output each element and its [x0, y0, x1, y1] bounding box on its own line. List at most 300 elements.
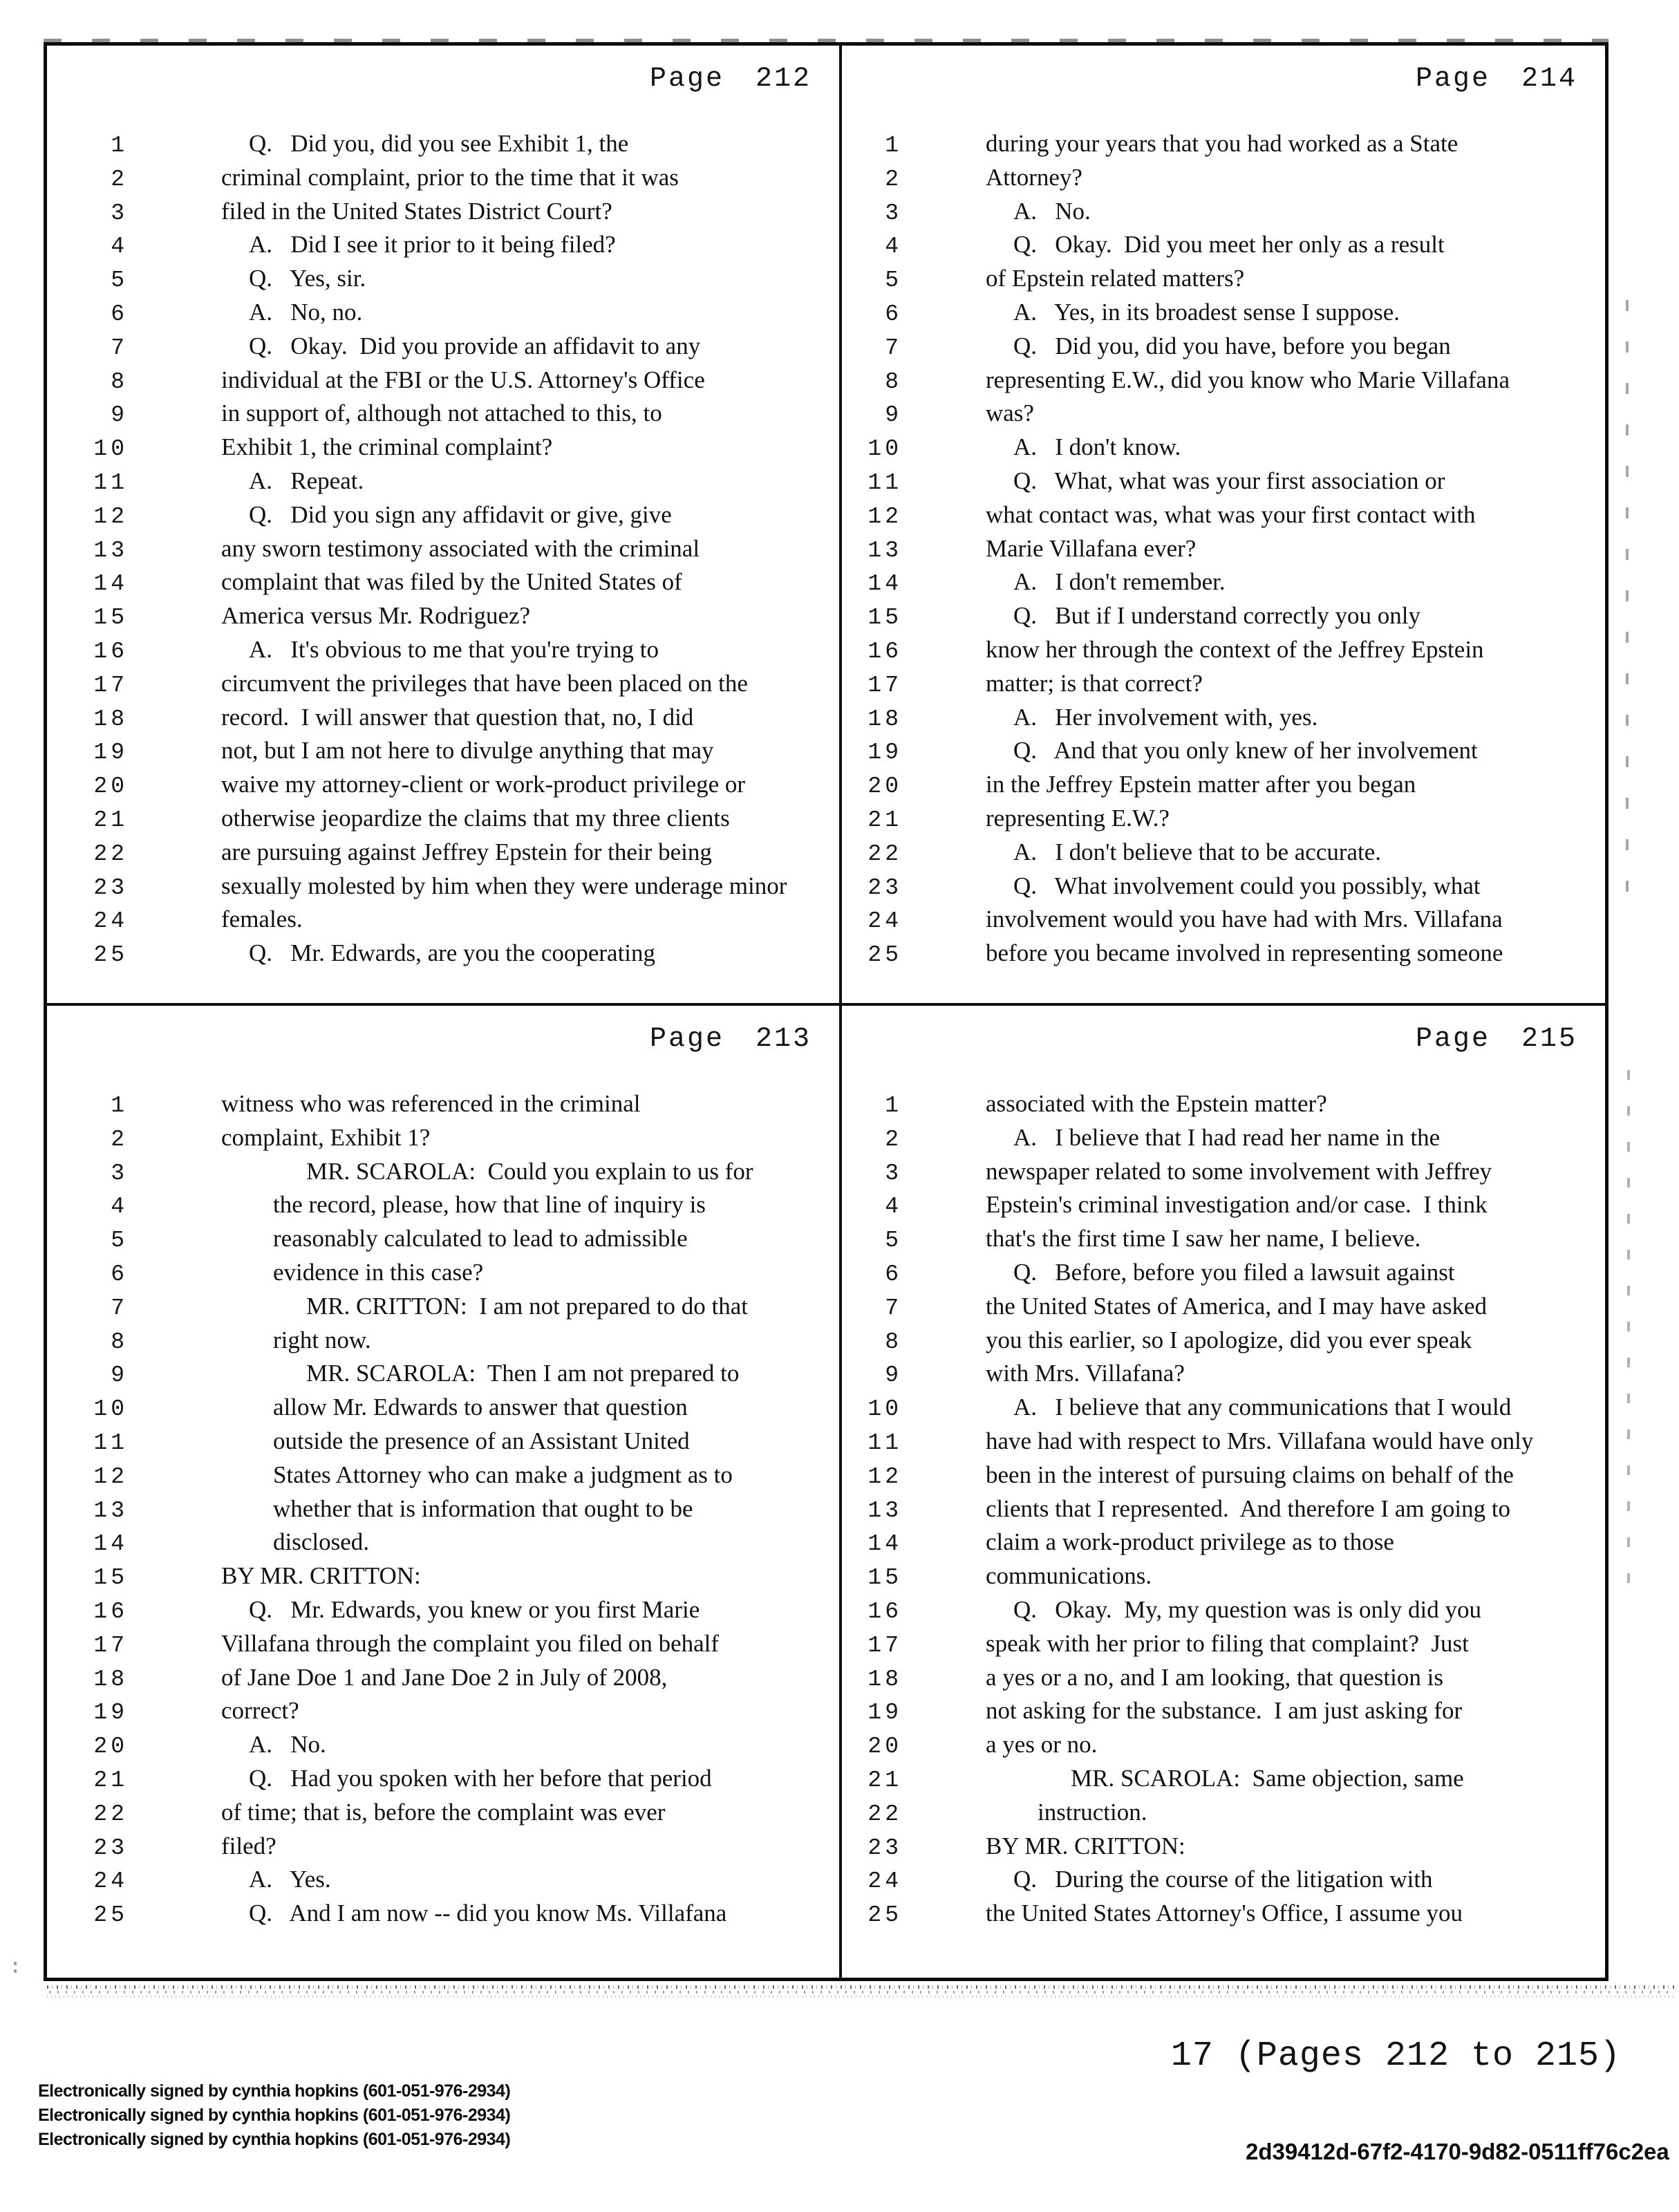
line-text: matter; is that correct?	[986, 669, 1203, 697]
line-number: 16	[867, 1598, 902, 1624]
transcript-line	[842, 532, 1605, 566]
line-number: 23	[867, 874, 902, 901]
line-number: 23	[867, 1835, 902, 1861]
line-text: speak with her prior to filing that complaint? Just	[986, 1629, 1469, 1657]
line-number: 16	[867, 638, 902, 664]
line-text: any sworn testimony associated with the criminal	[221, 534, 700, 562]
transcript-line	[47, 903, 839, 937]
line-text: in support of, although not attached to this, to	[221, 400, 662, 427]
transcript-line	[47, 802, 839, 836]
line-text: whether that is information that ought to be	[273, 1494, 693, 1522]
transcript-line	[842, 228, 1605, 262]
transcript-line	[842, 1188, 1605, 1222]
line-number: 18	[93, 706, 128, 732]
transcript-line	[842, 1459, 1605, 1492]
transcript-line	[47, 1559, 839, 1593]
line-text: Q. What involvement could you possibly, what	[1013, 872, 1481, 899]
line-text: A. Yes, in its broadest sense I suppose.	[1013, 298, 1400, 326]
line-text: correct?	[221, 1697, 299, 1725]
transcript-frame	[44, 42, 1608, 1981]
transcript-line	[842, 1728, 1605, 1762]
transcript-line	[842, 1762, 1605, 1796]
transcript-line	[842, 1087, 1605, 1121]
line-number: 18	[867, 1666, 902, 1692]
line-number: 22	[93, 1801, 128, 1827]
line-text: was?	[986, 400, 1034, 427]
line-number: 4	[111, 234, 128, 260]
line-text: A. No, no.	[249, 298, 363, 326]
line-text: circumvent the privileges that have been placed on the	[221, 669, 748, 697]
line-number: 24	[93, 1868, 128, 1895]
line-number: 22	[867, 841, 902, 867]
transcript-line	[47, 330, 839, 364]
transcript-lines	[842, 127, 1605, 971]
line-number: 8	[111, 1329, 128, 1355]
line-text: have had with respect to Mrs. Villafana would have only	[986, 1427, 1534, 1454]
transcript-line	[842, 161, 1605, 195]
line-text: Q. Mr. Edwards, are you the cooperating	[249, 939, 656, 967]
line-number: 14	[867, 571, 902, 597]
line-text: filed in the United States District Court?	[221, 197, 612, 225]
transcript-line	[842, 1121, 1605, 1155]
transcript-line	[47, 532, 839, 566]
line-text: representing E.W., did you know who Marie Villafana	[986, 366, 1510, 393]
transcript-line	[47, 1593, 839, 1627]
line-text: the United States of America, and I may have asked	[986, 1292, 1488, 1320]
line-text: Q. And I am now -- did you know Ms. Villafana	[249, 1900, 727, 1927]
line-text: Epstein's criminal investigation and/or case. I think	[986, 1191, 1488, 1219]
transcript-line	[47, 565, 839, 599]
line-number: 2	[111, 166, 128, 192]
transcript-line	[842, 397, 1605, 431]
line-text: evidence in this case?	[273, 1258, 484, 1286]
line-number: 15	[93, 605, 128, 631]
transcript-line	[47, 1290, 839, 1324]
line-number: 22	[93, 841, 128, 867]
line-text: criminal complaint, prior to the time that it was	[221, 163, 679, 191]
transcript-line	[842, 903, 1605, 937]
transcript-line	[842, 127, 1605, 161]
transcript-line	[47, 667, 839, 701]
line-text: with Mrs. Villafana?	[986, 1360, 1185, 1387]
transcript-line	[47, 296, 839, 330]
line-number: 15	[867, 605, 902, 631]
line-text: instruction.	[1038, 1798, 1147, 1826]
line-number: 20	[93, 1734, 128, 1760]
transcript-line	[842, 1627, 1605, 1661]
transcript-line	[842, 330, 1605, 364]
line-number: 6	[111, 1261, 128, 1287]
line-number: 5	[885, 268, 902, 294]
transcript-line	[47, 937, 839, 971]
line-text: a yes or no.	[986, 1731, 1098, 1759]
line-number: 4	[885, 1194, 902, 1220]
line-text: of Epstein related matters?	[986, 265, 1245, 292]
transcript-line	[842, 465, 1605, 498]
line-text: Q. Mr. Edwards, you knew or you first Marie	[249, 1595, 700, 1623]
line-number: 5	[111, 1228, 128, 1254]
line-text: newspaper related to some involvement with Jeffrey	[986, 1157, 1492, 1185]
line-text: the United States Attorney's Office, I assume you	[986, 1900, 1463, 1927]
transcript-line	[842, 1593, 1605, 1627]
line-number: 16	[93, 638, 128, 664]
transcript-lines	[47, 127, 839, 971]
line-number: 17	[867, 672, 902, 698]
line-text: not asking for the substance. I am just asking for	[986, 1697, 1463, 1725]
transcript-line	[47, 633, 839, 667]
transcript-line	[47, 127, 839, 161]
transcript-line	[47, 1728, 839, 1762]
transcript-line	[47, 1627, 839, 1661]
transcript-line	[47, 1661, 839, 1695]
line-text: complaint that was filed by the United States of	[221, 568, 682, 596]
transcript-line	[47, 1256, 839, 1290]
line-number: 11	[93, 1430, 128, 1456]
transcript-line	[47, 262, 839, 296]
transcript-line	[842, 1661, 1605, 1695]
line-number: 4	[885, 234, 902, 260]
line-number: 8	[885, 1329, 902, 1355]
line-text: A. Did I see it prior to it being filed?	[249, 231, 616, 259]
transcript-line	[842, 296, 1605, 330]
transcript-line	[842, 802, 1605, 836]
line-number: 9	[111, 1362, 128, 1389]
transcript-line	[47, 1459, 839, 1492]
line-number: 2	[885, 1126, 902, 1152]
line-text: been in the interest of pursuing claims on behalf of the	[986, 1461, 1514, 1488]
line-number: 5	[885, 1228, 902, 1254]
line-text: A. No.	[1013, 197, 1091, 225]
line-number: 7	[885, 1295, 902, 1321]
line-text: Q. Did you sign any affidavit or give, give	[249, 500, 672, 528]
line-text: during your years that you had worked as a State	[986, 130, 1458, 157]
line-text: Q. Did you, did you have, before you began	[1013, 332, 1451, 359]
transcript-line	[842, 565, 1605, 599]
line-number: 14	[93, 571, 128, 597]
line-text: outside the presence of an Assistant United	[273, 1427, 690, 1454]
line-text: Q. Okay. Did you provide an affidavit to any	[249, 332, 701, 359]
transcript-lines	[842, 1087, 1605, 1931]
signature-block	[38, 2079, 510, 2152]
line-number: 11	[867, 469, 902, 496]
line-text: individual at the FBI or the U.S. Attorney's Office	[221, 366, 705, 393]
line-text: of Jane Doe 1 and Jane Doe 2 in July of 2008,	[221, 1663, 668, 1691]
transcript-line	[842, 1155, 1605, 1189]
line-number: 3	[885, 1160, 902, 1186]
line-text: A. I don't believe that to be accurate.	[1013, 838, 1382, 865]
transcript-line	[47, 1425, 839, 1459]
line-number: 10	[93, 436, 128, 462]
transcript-line	[47, 397, 839, 431]
line-text: A. I don't know.	[1013, 433, 1181, 461]
line-text: communications.	[986, 1562, 1152, 1590]
line-text: disclosed.	[273, 1528, 370, 1556]
line-text: Q. And that you only knew of her involvement	[1013, 737, 1478, 765]
transcript-line	[47, 701, 839, 735]
line-text: clients that I represented. And therefore I am going to	[986, 1494, 1511, 1522]
line-text: Villafana through the complaint you filed on behalf	[221, 1629, 720, 1657]
line-number: 9	[111, 402, 128, 429]
quadrant-page-215	[842, 1006, 1605, 1978]
transcript-line	[47, 195, 839, 229]
transcript-line	[842, 262, 1605, 296]
line-number: 25	[867, 942, 902, 968]
transcript-line	[842, 701, 1605, 735]
transcript-line	[842, 1796, 1605, 1830]
line-number: 7	[885, 335, 902, 361]
line-text: otherwise jeopardize the claims that my three clients	[221, 804, 730, 832]
line-text: Q. Okay. My, my question was is only did you	[1013, 1595, 1481, 1623]
line-number: 3	[111, 200, 128, 226]
line-number: 9	[885, 1362, 902, 1389]
line-number: 2	[885, 166, 902, 192]
line-text: A. I believe that any communications that I would	[1013, 1394, 1512, 1421]
scan-noise-band	[47, 1985, 1675, 1999]
line-number: 20	[867, 774, 902, 800]
transcript-line	[47, 1222, 839, 1256]
transcript-line	[842, 1425, 1605, 1459]
transcript-line	[842, 1526, 1605, 1559]
line-text: States Attorney who can make a judgment as to	[273, 1461, 733, 1488]
line-text: claim a work-product privilege as to those	[986, 1528, 1394, 1556]
transcript-line	[47, 431, 839, 465]
transcript-line	[842, 1863, 1605, 1897]
line-number: 19	[93, 740, 128, 766]
signature-line: Electronically signed by cynthia hopkins (601-051-976-2934)	[38, 2106, 511, 2125]
line-number: 15	[867, 1565, 902, 1591]
line-number: 18	[93, 1666, 128, 1692]
line-number: 17	[93, 1632, 128, 1658]
line-number: 21	[93, 807, 128, 833]
line-number: 1	[885, 1093, 902, 1118]
transcript-line	[47, 1526, 839, 1559]
transcript-line	[47, 161, 839, 195]
scan-speck	[14, 1962, 17, 1973]
line-text: you this earlier, so I apologize, did you ever speak	[986, 1326, 1472, 1353]
transcript-line	[842, 768, 1605, 802]
transcript-line	[842, 836, 1605, 870]
line-number: 17	[867, 1632, 902, 1658]
line-number: 24	[867, 908, 902, 935]
transcript-line	[47, 1694, 839, 1728]
transcript-line	[47, 836, 839, 870]
transcript-line	[842, 1256, 1605, 1290]
line-number: 1	[111, 133, 128, 158]
line-text: reasonably calculated to lead to admissible	[273, 1225, 688, 1253]
line-number: 9	[885, 402, 902, 429]
transcript-line	[47, 768, 839, 802]
transcript-line	[47, 734, 839, 768]
transcript-line	[47, 1830, 839, 1864]
line-number: 14	[93, 1531, 128, 1557]
transcript-line	[842, 498, 1605, 532]
transcript-line	[842, 667, 1605, 701]
footer-page-summary: 17 (Pages 212 to 215)	[1170, 2036, 1621, 2076]
line-text: not, but I am not here to divulge anything that may	[221, 737, 714, 765]
line-number: 19	[867, 740, 902, 766]
transcript-line	[47, 364, 839, 397]
line-number: 7	[111, 335, 128, 361]
line-number: 3	[111, 1160, 128, 1186]
line-number: 20	[867, 1734, 902, 1760]
line-number: 8	[111, 368, 128, 395]
transcript-line	[47, 1155, 839, 1189]
line-text: before you became involved in representing someone	[986, 939, 1503, 967]
line-text: females.	[221, 906, 303, 933]
transcript-line	[842, 195, 1605, 229]
line-text: A. Repeat.	[249, 467, 364, 494]
transcript-line	[842, 364, 1605, 397]
document-id: 2d39412d-67f2-4170-9d82-0511ff76c2ea	[1246, 2139, 1669, 2164]
quadrant-page-214	[842, 46, 1605, 1006]
line-number: 1	[111, 1093, 128, 1118]
signature-line: Electronically signed by cynthia hopkins (601-051-976-2934)	[38, 2081, 511, 2101]
line-number: 18	[867, 706, 902, 732]
line-text: BY MR. CRITTON:	[986, 1832, 1185, 1859]
transcript-line	[47, 1796, 839, 1830]
line-text: sexually molested by him when they were underage minor	[221, 872, 787, 899]
transcript-line	[47, 1492, 839, 1526]
line-number: 8	[885, 368, 902, 395]
transcript-lines	[47, 1087, 839, 1931]
line-text: Q. Did you, did you see Exhibit 1, the	[249, 130, 629, 157]
line-text: that's the first time I saw her name, I believe.	[986, 1225, 1421, 1253]
line-number: 20	[93, 774, 128, 800]
line-number: 11	[93, 469, 128, 496]
line-number: 21	[867, 807, 902, 833]
transcript-line	[842, 1897, 1605, 1931]
transcript-line	[47, 228, 839, 262]
line-text: filed?	[221, 1832, 276, 1859]
transcript-line	[47, 1391, 839, 1425]
transcript-line	[842, 1391, 1605, 1425]
transcript-line	[842, 1222, 1605, 1256]
line-number: 12	[867, 503, 902, 529]
line-text: associated with the Epstein matter?	[986, 1090, 1327, 1117]
line-number: 19	[867, 1700, 902, 1726]
transcript-line	[842, 431, 1605, 465]
line-text: Q. Had you spoken with her before that period	[249, 1764, 712, 1792]
transcript-line	[842, 1290, 1605, 1324]
line-text: allow Mr. Edwards to answer that question	[273, 1394, 688, 1421]
line-text: Marie Villafana ever?	[986, 534, 1197, 562]
line-text: America versus Mr. Rodriguez?	[221, 602, 531, 630]
quadrant-page-213	[47, 1006, 842, 1978]
line-text: right now.	[273, 1326, 371, 1353]
line-text: Q. Okay. Did you meet her only as a result	[1013, 231, 1445, 259]
transcript-line	[47, 870, 839, 903]
transcript-line	[47, 1121, 839, 1155]
transcript-line	[47, 1357, 839, 1391]
line-number: 24	[93, 908, 128, 935]
line-number: 17	[93, 672, 128, 698]
line-number: 22	[867, 1801, 902, 1827]
line-text: Q. Yes, sir.	[249, 265, 366, 292]
line-number: 13	[867, 1497, 902, 1524]
transcript-line	[47, 1897, 839, 1931]
line-number: 11	[867, 1430, 902, 1456]
line-text: complaint, Exhibit 1?	[221, 1123, 431, 1151]
transcript-line	[842, 633, 1605, 667]
line-text: MR. SCAROLA: Could you explain to us for	[306, 1157, 753, 1185]
line-number: 2	[111, 1126, 128, 1152]
line-text: the record, please, how that line of inquiry is	[273, 1191, 706, 1219]
line-number: 25	[93, 1902, 128, 1929]
transcript-line	[842, 1357, 1605, 1391]
line-number: 15	[93, 1565, 128, 1591]
line-text: A. No.	[249, 1731, 326, 1759]
line-number: 6	[885, 301, 902, 327]
line-number: 23	[93, 1835, 128, 1861]
line-number: 25	[93, 942, 128, 968]
page-header: Page 215	[1415, 1024, 1577, 1055]
line-text: A. Yes.	[249, 1866, 331, 1893]
line-text: representing E.W.?	[986, 804, 1170, 832]
line-number: 19	[93, 1700, 128, 1726]
transcript-line	[842, 599, 1605, 633]
transcript-line	[47, 1863, 839, 1897]
transcript-line	[842, 1694, 1605, 1728]
line-text: Attorney?	[986, 163, 1082, 191]
transcript-line	[842, 734, 1605, 768]
line-number: 13	[93, 1497, 128, 1524]
line-number: 10	[867, 436, 902, 462]
line-number: 5	[111, 268, 128, 294]
line-text: A. Her involvement with, yes.	[1013, 703, 1318, 731]
transcript-line	[842, 1830, 1605, 1864]
transcript-line	[47, 1324, 839, 1358]
line-text: A. I believe that I had read her name in the	[1013, 1123, 1441, 1151]
line-text: record. I will answer that question that, no, I did	[221, 703, 694, 731]
line-number: 10	[867, 1396, 902, 1423]
line-text: know her through the context of the Jeffrey Epstein	[986, 635, 1484, 663]
line-number: 24	[867, 1868, 902, 1895]
line-number: 23	[93, 874, 128, 901]
page-header: Page 212	[649, 64, 812, 95]
line-text: A. I don't remember.	[1013, 568, 1226, 596]
line-number: 25	[867, 1902, 902, 1929]
line-number: 10	[93, 1396, 128, 1423]
line-number: 3	[885, 200, 902, 226]
transcript-line	[842, 1559, 1605, 1593]
transcript-line	[47, 1188, 839, 1222]
line-number: 1	[885, 133, 902, 158]
line-text: Q. Before, before you filed a lawsuit against	[1013, 1258, 1455, 1286]
line-text: witness who was referenced in the criminal	[221, 1090, 641, 1117]
transcript-line	[842, 870, 1605, 903]
line-number: 6	[111, 301, 128, 327]
quadrant-page-212	[47, 46, 842, 1006]
line-number: 4	[111, 1194, 128, 1220]
line-text: in the Jeffrey Epstein matter after you began	[986, 771, 1416, 798]
line-text: Q. What, what was your first association or	[1013, 467, 1445, 494]
line-text: of time; that is, before the complaint was ever	[221, 1798, 666, 1826]
line-text: MR. SCAROLA: Then I am not prepared to	[306, 1360, 740, 1387]
line-text: involvement would you have had with Mrs. Villafana	[986, 906, 1503, 933]
line-text: Exhibit 1, the criminal complaint?	[221, 433, 553, 461]
line-number: 21	[93, 1767, 128, 1793]
line-text: Q. But if I understand correctly you only	[1013, 602, 1421, 630]
scan-edge-marks	[1626, 297, 1629, 892]
signature-line: Electronically signed by cynthia hopkins (601-051-976-2934)	[38, 2130, 511, 2149]
transcript-line	[47, 1087, 839, 1121]
line-text: are pursuing against Jeffrey Epstein for their being	[221, 838, 712, 865]
page-header: Page 213	[649, 1024, 812, 1055]
line-text: BY MR. CRITTON:	[221, 1562, 421, 1590]
line-number: 12	[93, 503, 128, 529]
line-number: 7	[111, 1295, 128, 1321]
line-text: what contact was, what was your first contact with	[986, 500, 1476, 528]
